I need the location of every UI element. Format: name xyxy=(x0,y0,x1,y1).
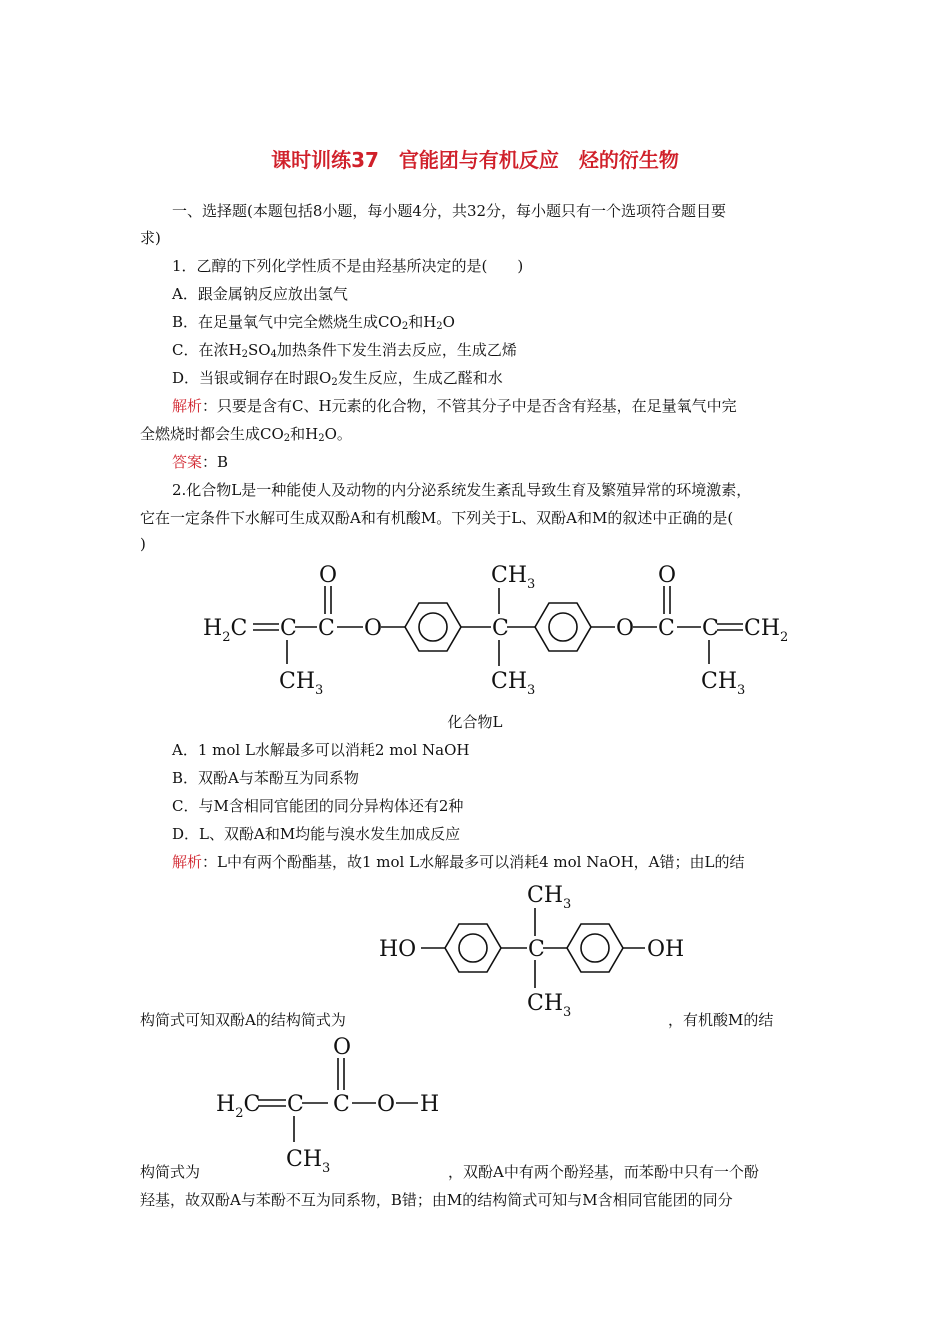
atom-ch3: $CH_3$ xyxy=(279,669,324,698)
atom-ch3: $CH_3$ xyxy=(491,563,536,592)
acid-m-structure xyxy=(210,1036,450,1176)
q1-option-b: B．在足量氧气中完全燃烧生成$CO_2$和$H_2O$ xyxy=(172,313,455,332)
q2-option-b: B．双酚A与苯酚互为同系物 xyxy=(172,769,359,787)
atom-h: H xyxy=(420,1092,440,1117)
atom-o: O xyxy=(616,616,635,641)
atom-c: C xyxy=(702,616,719,641)
atom-h2c-left: $H_2C$ xyxy=(203,616,248,645)
atom-c: C xyxy=(280,616,297,641)
atom-o: O xyxy=(377,1092,396,1117)
q1-answer: 答案：B xyxy=(172,453,229,471)
q2-option-d: D．L、双酚A和M均能与溴水发生加成反应 xyxy=(172,825,461,843)
analysis-label: 解析 xyxy=(172,853,203,871)
q1-option-c: C．在浓$H_2SO_4$加热条件下发生消去反应，生成乙烯 xyxy=(172,341,517,360)
atom-oh: OH xyxy=(647,937,685,962)
compound-l-structure xyxy=(195,558,805,708)
q2-option-c: C．与M含相同官能团的同分异构体还有2种 xyxy=(172,797,464,815)
atom-o: O xyxy=(319,563,338,588)
atom-o: O xyxy=(364,616,383,641)
q2-analysis: 解析：L中有两个酚酯基，故1 mol L水解最多可以消耗4 mol NaOH，A错；由L的结 xyxy=(172,853,745,871)
atom-ch3: $CH_3$ xyxy=(527,991,572,1020)
q2-analysis-l2: 构简式可知双酚A的结构简式为 ，有机酸M的结 xyxy=(140,1011,774,1029)
page-title: 课时训练37 官能团与有机反应 烃的衍生物 xyxy=(271,148,679,172)
analysis-label: 解析 xyxy=(172,397,203,415)
section-heading-cont: 求) xyxy=(140,229,161,247)
q2-stem: 2.化合物L是一种能使人及动物的内分泌系统发生紊乱导致生育及繁殖异常的环境激素， xyxy=(172,481,752,499)
q2-stem-end: ) xyxy=(140,535,146,553)
q2-analysis-l3: 构简式为 ，双酚A中有两个酚羟基，而苯酚中只有一个酚 xyxy=(140,1163,759,1181)
atom-c: C xyxy=(318,616,335,641)
q2-analysis-l4: 羟基，故双酚A与苯酚不互为同系物，B错；由M的结构简式可知与M含相同官能团的同分 xyxy=(140,1191,733,1209)
atom-ch3: $CH_3$ xyxy=(527,883,572,912)
bisphenol-a-structure xyxy=(375,878,695,1028)
atom-c: C xyxy=(492,616,509,641)
q1-option-d: D．当银或铜存在时跟$O_2$发生反应，生成乙醛和水 xyxy=(172,369,503,388)
atom-h2c: $H_2C$ xyxy=(216,1092,261,1121)
atom-o: O xyxy=(658,563,677,588)
q1-option-a: A．跟金属钠反应放出氢气 xyxy=(172,285,348,303)
atom-ch3: $CH_3$ xyxy=(286,1147,331,1176)
q1-analysis: 解析：只要是含有C、H元素的化合物，不管其分子中是否含有羟基，在足量氧气中完 xyxy=(172,397,737,415)
atom-c: C xyxy=(658,616,675,641)
atom-c: C xyxy=(528,937,545,962)
atom-ch2-right: $CH_2$ xyxy=(744,616,789,645)
atom-ch3: $CH_3$ xyxy=(701,669,746,698)
atom-ho: HO xyxy=(379,937,417,962)
atom-c: C xyxy=(287,1092,304,1117)
atom-o: O xyxy=(333,1036,352,1060)
q2-stem-cont: 它在一定条件下水解可生成双酚A和有机酸M。下列关于L、双酚A和M的叙述中正确的是( xyxy=(140,509,734,527)
q1-stem: 1．乙醇的下列化学性质不是由羟基所决定的是( ) xyxy=(172,257,524,275)
section-heading: 一、选择题(本题包括8小题，每小题4分，共32分，每小题只有一个选项符合题目要 xyxy=(172,202,727,220)
atom-c: C xyxy=(333,1092,350,1117)
atom-ch3: $CH_3$ xyxy=(491,669,536,698)
q2-option-a: A．1 mol L水解最多可以消耗2 mol NaOH xyxy=(172,741,470,759)
answer-label: 答案 xyxy=(172,453,203,471)
compound-l-caption: 化合物L xyxy=(447,713,503,731)
q1-analysis-cont: 全燃烧时都会生成$CO_2$和$H_2O$。 xyxy=(140,425,352,444)
